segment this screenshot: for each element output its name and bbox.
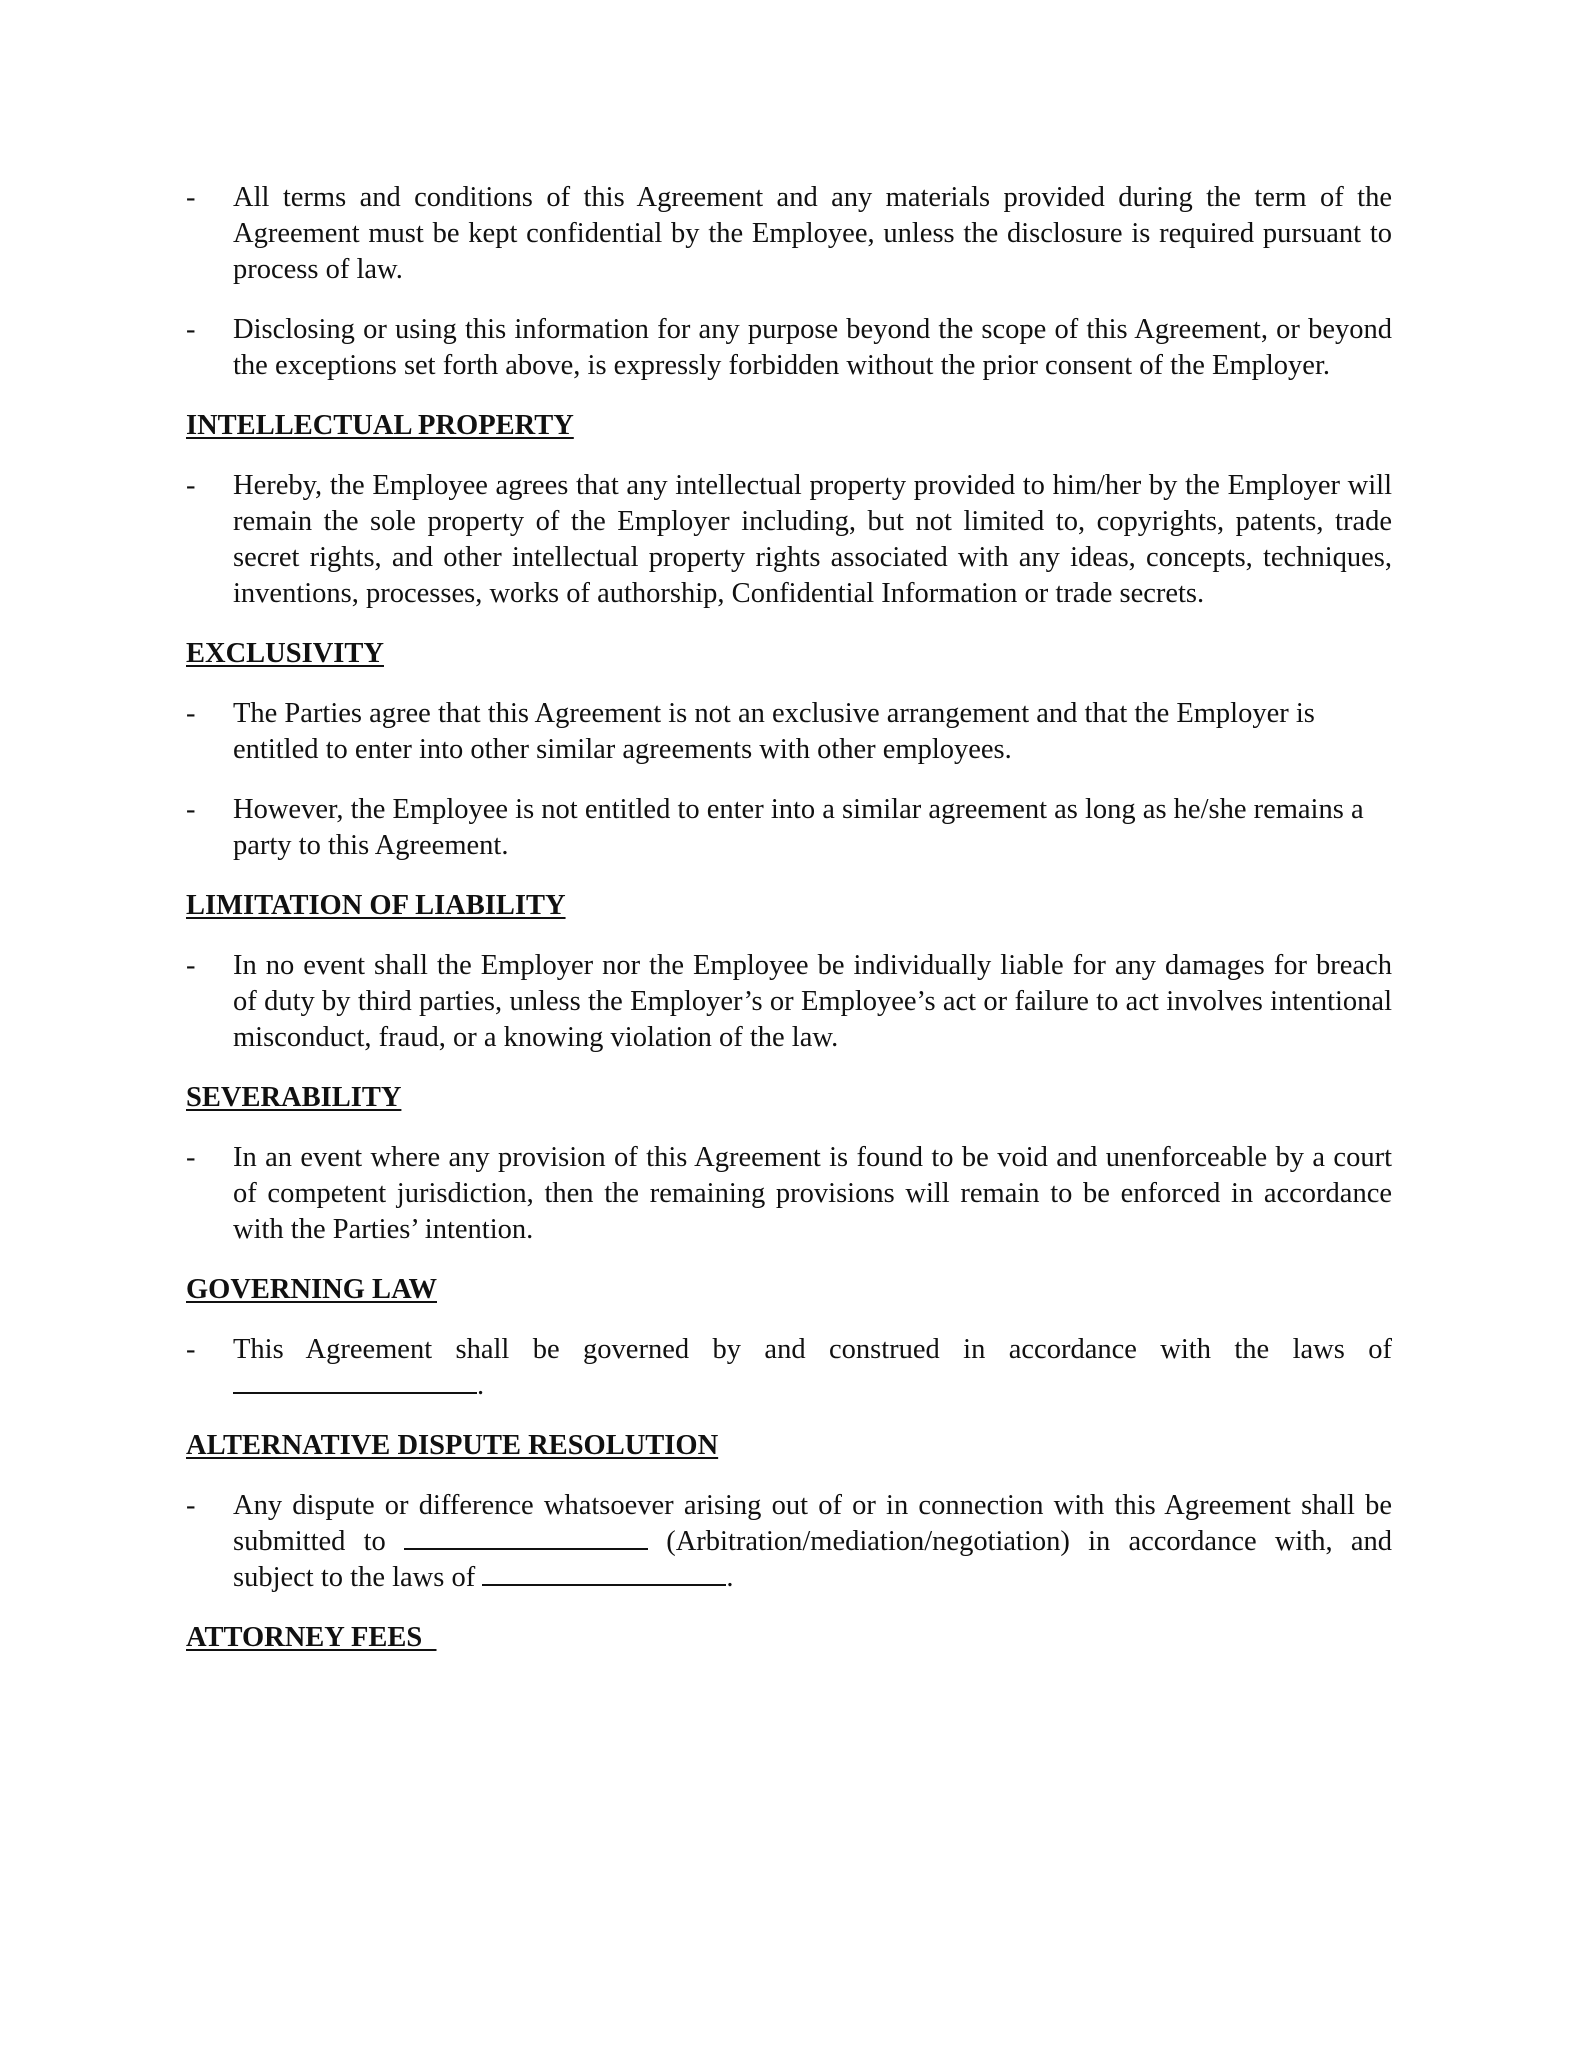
exclusivity-heading: EXCLUSIVITY	[186, 638, 384, 669]
bullet-dash: -	[186, 1142, 196, 1173]
bullet-dash: -	[186, 182, 196, 213]
limitation-of-liability-heading: LIMITATION OF LIABILITY	[186, 890, 566, 921]
severability-heading: SEVERABILITY	[186, 1082, 402, 1113]
clause-text: In no event shall the Employer nor the Employee be individually liable for any damages for breach of duty by third parties, unless the Employer’s or Employee’s act or failure to act involves intentional misconduct, fraud, or a knowing violation of the law.	[233, 950, 1392, 1053]
adr-clause-1	[186, 1488, 1392, 1596]
bullet-dash: -	[186, 698, 196, 729]
clause-text: This Agreement shall be governed by and construed in accordance with the laws of	[233, 1334, 1392, 1365]
intellectual-property-heading: INTELLECTUAL PROPERTY	[186, 410, 574, 441]
limitation-of-liability-clause-1	[186, 948, 1392, 1056]
bullet-dash: -	[186, 1334, 196, 1365]
clause-text: Any dispute or difference whatsoever arising out of or in connection with this Agreement shall be submitted to	[233, 1490, 1392, 1557]
bullet-dash: -	[186, 794, 196, 825]
bullet-dash: -	[186, 314, 196, 345]
adr-laws-blank[interactable]	[482, 1562, 726, 1586]
clause-text: (Arbitration/mediation/negotiation) in accordance with, and subject to the laws of	[233, 1526, 1392, 1593]
bullet-dash: -	[186, 1490, 196, 1521]
governing-law-clause-1	[186, 1332, 1392, 1404]
clause-end: .	[726, 1562, 734, 1593]
bullet-dash: -	[186, 950, 196, 981]
clause-text: The Parties agree that this Agreement is not an exclusive arrangement and that the Employer is entitled to enter into other similar agreements with other employees.	[233, 698, 1315, 765]
clause-text: All terms and conditions of this Agreement and any materials provided during the term of the Agreement must be kept confidential by the Employee, unless the disclosure is required pursuant to process of law.	[233, 182, 1392, 285]
intellectual-property-clause-1	[186, 468, 1392, 612]
bullet-dash: -	[186, 470, 196, 501]
document-page	[186, 180, 1392, 1680]
adr-method-blank[interactable]	[404, 1526, 648, 1550]
severability-clause-1	[186, 1140, 1392, 1248]
clause-text: Hereby, the Employee agrees that any intellectual property provided to him/her by the Employer will remain the sole property of the Employer including, but not limited to, copyrights, patents, trade secret rights, and other intellectual property rights associated with any ideas, concepts, techniques, inventions, processes, works of authorship, Confidential Information or trade secrets.	[233, 470, 1392, 609]
confidentiality-clause-1	[186, 180, 1392, 288]
governing-law-heading: GOVERNING LAW	[186, 1274, 437, 1305]
clause-text: However, the Employee is not entitled to enter into a similar agreement as long as he/she remains a party to this Agreement.	[233, 794, 1364, 861]
clause-text: In an event where any provision of this Agreement is found to be void and unenforceable by a court of competent jurisdiction, then the remaining provisions will remain to be enforced in accordance with the Parties’ intention.	[233, 1142, 1392, 1245]
confidentiality-clause-2	[186, 312, 1392, 384]
governing-law-blank[interactable]	[233, 1370, 477, 1394]
clause-end: .	[477, 1370, 485, 1401]
exclusivity-clause-1	[186, 696, 1392, 768]
clause-text: Disclosing or using this information for any purpose beyond the scope of this Agreement, or beyond the exceptions set forth above, is expressly forbidden without the prior consent of the Employer.	[233, 314, 1392, 381]
attorney-fees-heading: ATTORNEY FEES	[186, 1622, 437, 1653]
exclusivity-clause-2	[186, 792, 1392, 864]
adr-heading: ALTERNATIVE DISPUTE RESOLUTION	[186, 1430, 719, 1461]
